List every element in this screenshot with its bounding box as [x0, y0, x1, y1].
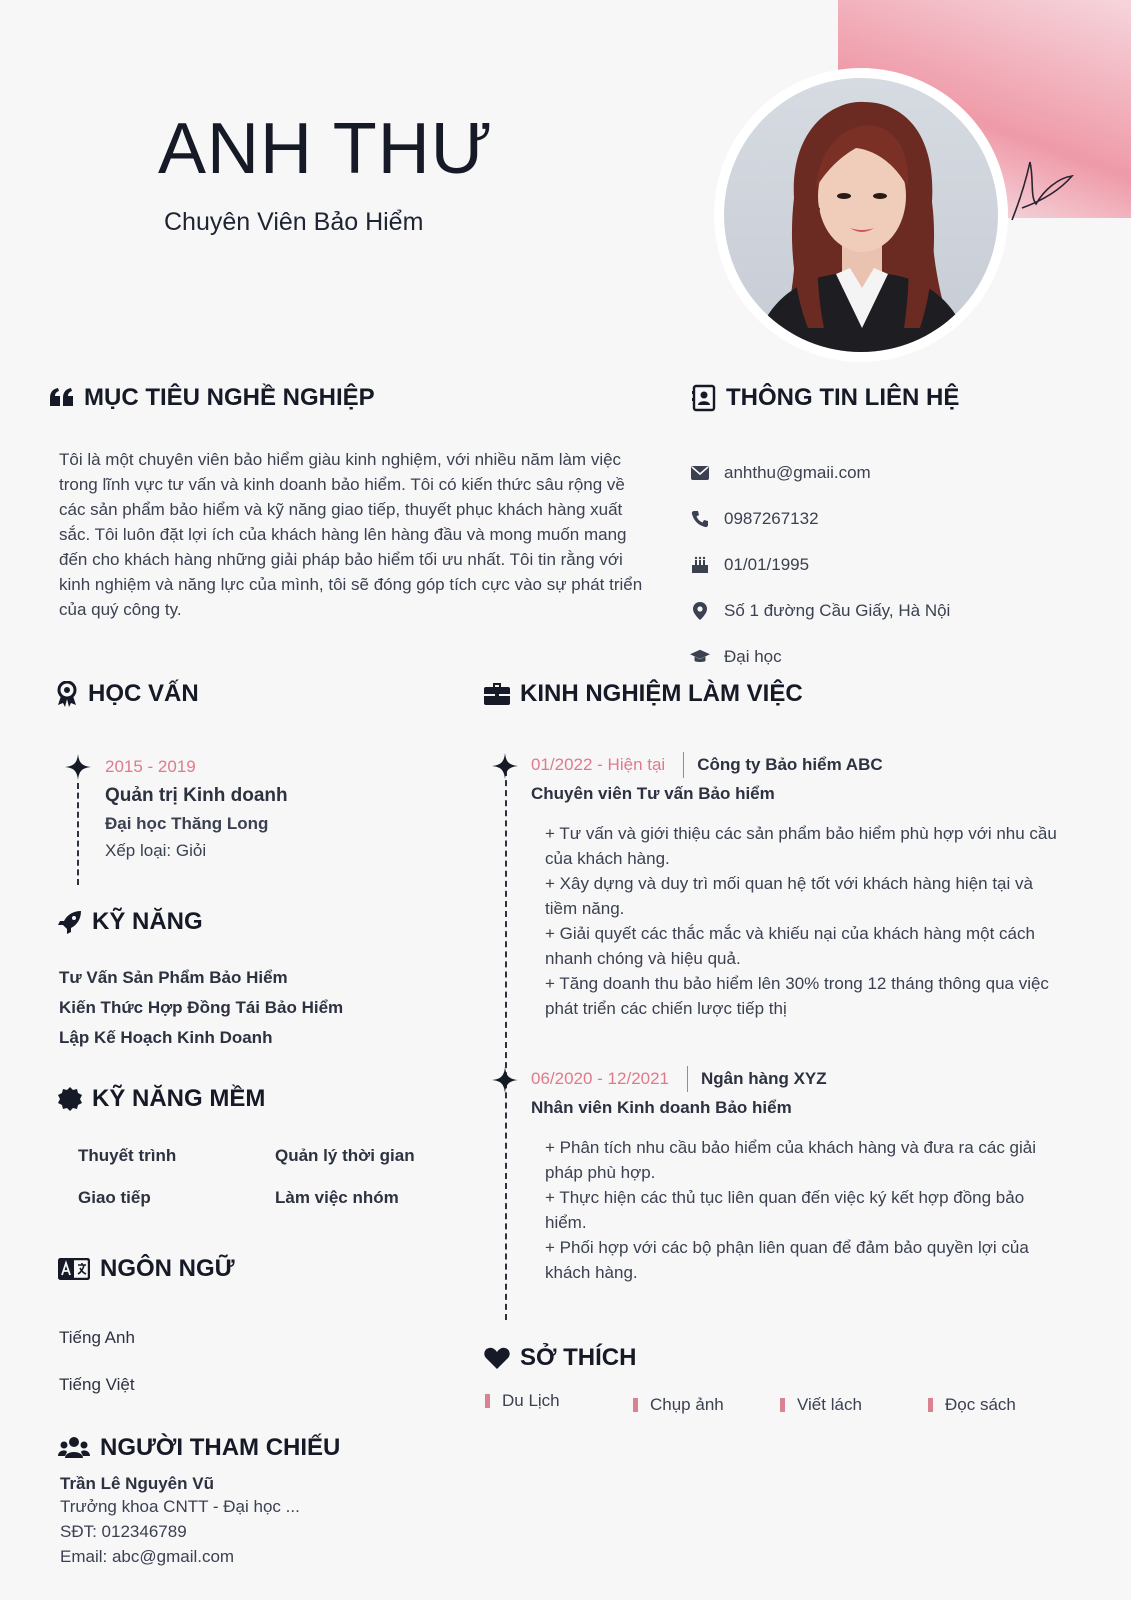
job-duty: + Thực hiện các thủ tục liên quan đến việc ký kết hợp đồng bảo hiểm. — [545, 1188, 1025, 1232]
job-role: Chuyên viên Tư vấn Bảo hiểm — [531, 784, 775, 803]
sparkle-icon — [492, 1067, 518, 1093]
education-heading — [56, 680, 199, 708]
languages-heading — [58, 1255, 235, 1283]
skill-item: Lập Kế Hoạch Kinh Doanh — [59, 1028, 273, 1047]
candidate-title: Chuyên Viên Bảo Hiểm — [164, 208, 424, 236]
profile-photo — [724, 78, 998, 352]
hobby-item — [928, 1395, 1016, 1415]
job-duty: + Phân tích nhu cầu bảo hiểm của khách hàng và đưa ra các giải pháp phù hợp. — [545, 1138, 1037, 1182]
objective-heading — [50, 384, 375, 412]
graduation-cap-icon — [690, 649, 710, 665]
contact-heading — [692, 384, 959, 412]
soft-skills-grid — [78, 1146, 472, 1208]
skills-heading — [58, 908, 203, 936]
job-duty: + Giải quyết các thắc mắc và khiếu nại của khách hàng một cách nhanh chóng và hiệu quả. — [545, 924, 1035, 968]
contact-email[interactable] — [690, 450, 950, 496]
hobby-marker — [485, 1394, 490, 1408]
hobbies-heading-label: SỞ THÍCH — [520, 1344, 637, 1371]
job-description — [545, 821, 1067, 1021]
language-item: Tiếng Anh — [59, 1328, 135, 1347]
job-duty: + Xây dựng và duy trì mối quan hệ tốt với khách hàng hiện tại và tiềm năng. — [545, 874, 1033, 918]
contact-phone-value: 0987267132 — [724, 509, 819, 528]
education-grade: Xếp loại: Giỏi — [105, 841, 207, 860]
education-major: Quản trị Kinh doanh — [105, 785, 288, 806]
contact-list — [690, 450, 950, 680]
contact-education — [690, 634, 950, 680]
skill-item: Kiến Thức Hợp Đồng Tái Bảo Hiểm — [59, 998, 344, 1017]
references-heading — [58, 1434, 340, 1462]
contact-address-value: Số 1 đường Cầu Giấy, Hà Nội — [724, 601, 951, 620]
award-ribbon-icon — [56, 681, 78, 707]
person-portrait-icon — [724, 78, 998, 352]
job-duty: + Tăng doanh thu bảo hiểm lên 30% trong 12 tháng thông qua việc phát triển các chiến lược tiếp thị — [545, 974, 1049, 1018]
soft-skill-item: Làm việc nhóm — [275, 1188, 399, 1207]
hobbies-heading — [484, 1344, 636, 1372]
briefcase-icon — [484, 683, 510, 705]
job-description — [545, 1135, 1067, 1285]
quote-icon — [50, 388, 74, 408]
experience-heading-label: KINH NGHIỆM LÀM VIỆC — [520, 680, 803, 707]
contact-heading-label: THÔNG TIN LIÊN HỆ — [726, 384, 960, 411]
soft-skills-heading-label: KỸ NĂNG MỀM — [92, 1085, 266, 1112]
experience-heading — [484, 680, 803, 708]
hobby-marker — [780, 1398, 785, 1412]
education-school: Đại học Thăng Long — [105, 814, 269, 833]
contact-education-value: Đại học — [724, 647, 782, 666]
heart-icon — [484, 1347, 510, 1369]
education-heading-label: HỌC VẤN — [88, 680, 199, 707]
skills-heading-label: KỸ NĂNG — [92, 908, 203, 935]
reference-phone: SĐT: 012346789 — [60, 1522, 187, 1541]
badge-star-icon — [58, 1087, 82, 1111]
hobby-label: Đọc sách — [945, 1395, 1016, 1414]
objective-heading-label: MỤC TIÊU NGHỀ NGHIỆP — [84, 384, 375, 411]
heart-sketch-icon — [1000, 150, 1080, 230]
contact-birthday — [690, 542, 950, 588]
contact-email-value: anhthu@gmaii.com — [724, 463, 871, 482]
job-header — [531, 1066, 827, 1092]
hobby-item — [485, 1391, 560, 1411]
hobby-item — [780, 1395, 862, 1415]
soft-skill-item: Thuyết trình — [78, 1146, 177, 1165]
map-pin-icon — [690, 602, 710, 620]
job-company: Ngân hàng XYZ — [701, 1069, 827, 1088]
soft-skill-item: Giao tiếp — [78, 1188, 151, 1207]
hobby-marker — [928, 1398, 933, 1412]
users-group-icon — [58, 1436, 90, 1460]
skill-item: Tư Vấn Sản Phẩm Bảo Hiểm — [59, 968, 288, 987]
reference-entry — [60, 1474, 300, 1569]
birthday-cake-icon — [690, 556, 710, 574]
reference-name: Trần Lê Nguyên Vũ — [60, 1474, 214, 1493]
contact-birthday-value: 01/01/1995 — [724, 555, 810, 574]
hobby-marker — [633, 1398, 638, 1412]
soft-skill-item: Quản lý thời gian — [275, 1146, 415, 1165]
objective-text: Tôi là một chuyên viên bảo hiểm giàu kinh nghiệm, với nhiều năm làm việc trong lĩnh vực tư vấn và kinh doanh bảo hiểm. Tôi có kiến thức sâu rộng về các sản phẩm bảo hiểm và kỹ năng giao tiếp, thuyết phục khách hàng xuất sắc. Tôi luôn đặt lợi ích của khách hàng lên hàng đầu và mong muốn mang đến cho khách hàng những giải pháp bảo hiểm tối ưu nhất. Tôi tin rằng với kinh nghiệm và năng lực của mình, tôi sẽ đóng góp tích cực vào sự phát triển của quý công ty. — [59, 450, 643, 619]
divider — [683, 752, 684, 778]
reference-position: Trưởng khoa CNTT - Đại học ... — [60, 1497, 300, 1516]
job-duty: + Phối hợp với các bộ phận liên quan để đảm bảo quyền lợi của khách hàng. — [545, 1238, 1029, 1282]
contact-phone[interactable] — [690, 496, 950, 542]
education-date: 2015 - 2019 — [105, 757, 196, 776]
hobby-label: Viết lách — [797, 1395, 862, 1414]
skills-list — [59, 968, 343, 1058]
hobby-label: Du Lịch — [502, 1391, 560, 1410]
divider — [687, 1066, 688, 1092]
job-date: 06/2020 - 12/2021 — [531, 1069, 670, 1088]
envelope-icon — [690, 466, 710, 480]
job-role: Nhân viên Kinh doanh Bảo hiểm — [531, 1098, 792, 1117]
sparkle-icon — [65, 754, 91, 780]
candidate-name: ANH THƯ — [158, 109, 494, 189]
education-timeline-line — [77, 783, 79, 885]
job-duty: + Tư vấn và giới thiệu các sản phẩm bảo hiểm phù hợp với nhu cầu của khách hàng. — [545, 824, 1057, 868]
languages-list — [59, 1328, 135, 1422]
job-company: Công ty Bảo hiểm ABC — [697, 755, 883, 774]
languages-heading-label: NGÔN NGỮ — [100, 1255, 235, 1282]
references-heading-label: NGƯỜI THAM CHIẾU — [100, 1434, 341, 1461]
contact-address — [690, 588, 950, 634]
contact-card-icon — [692, 384, 716, 412]
hobby-label: Chụp ảnh — [650, 1395, 724, 1414]
job-date: 01/2022 - Hiện tại — [531, 755, 666, 774]
language-item: Tiếng Việt — [59, 1375, 135, 1394]
rocket-icon — [58, 910, 82, 934]
soft-skills-heading — [58, 1085, 265, 1113]
language-translate-icon — [58, 1258, 90, 1280]
experience-timeline-line — [505, 770, 507, 1320]
job-header — [531, 752, 883, 778]
hobby-item — [633, 1395, 724, 1415]
phone-icon — [690, 510, 710, 528]
sparkle-icon — [492, 753, 518, 779]
reference-email: Email: abc@gmail.com — [60, 1547, 235, 1566]
